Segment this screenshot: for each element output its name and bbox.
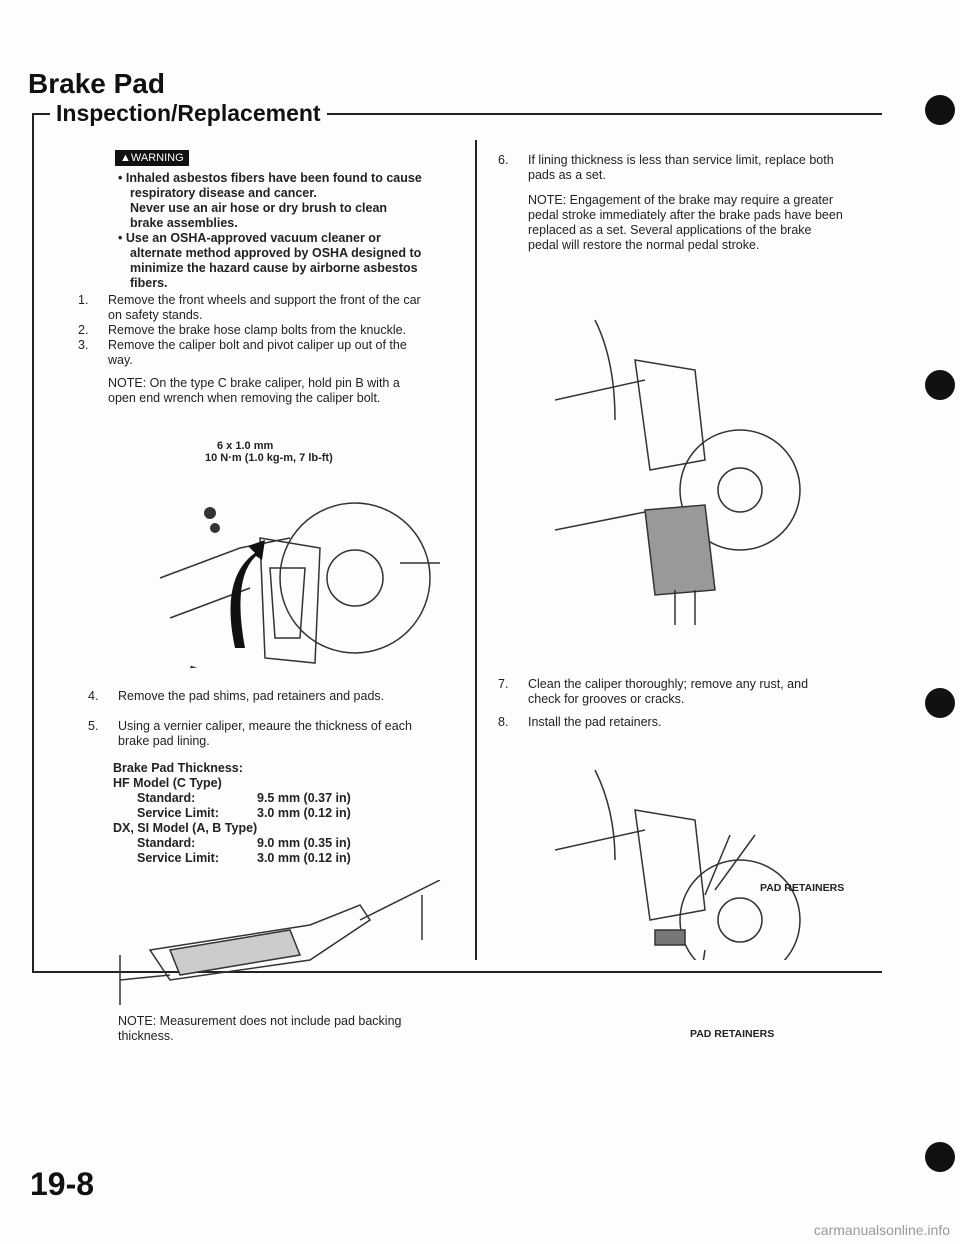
- brake-pad-measurement-illustration: [110, 880, 460, 1010]
- right-column-top: [498, 153, 843, 253]
- margin-tab-mark: [925, 688, 955, 718]
- note-step-6: NOTE: Engagement of the brake may require a greater pedal stroke immediately after the brake pads have been replaced as a set. Several applications of the brake pedal will restore the normal pedal stroke.: [528, 193, 843, 252]
- step-5: 5. Using a vernier caliper, meaure the thickness of each brake pad lining.: [88, 719, 412, 748]
- step-7: 7. Clean the caliper thoroughly; remove any rust, and check for grooves or cracks.: [498, 677, 809, 706]
- note-step-3: NOTE: On the type C brake caliper, hold pin B with a open end wrench when removing the caliper bolt.: [108, 376, 400, 405]
- pad-retainers-illustration: [555, 760, 815, 960]
- step-6: 6. If lining thickness is less than service limit, replace both pads as a set.: [498, 153, 834, 182]
- section-title: Inspection/Replacement: [50, 100, 327, 127]
- watermark: carmanualsonline.info: [813, 1222, 950, 1238]
- spec-table-hf: Standard: 9.5 mm (0.37 in) Service Limit: 3.0 mm (0.12 in): [137, 791, 351, 820]
- left-column-top: [78, 148, 423, 406]
- step-1: 1. Remove the front wheels and support the front of the car on safety stands.: [78, 293, 421, 322]
- step-4: 4. Remove the pad shims, pad retainers and pads.: [88, 689, 385, 703]
- margin-tab-mark: [925, 1142, 955, 1172]
- margin-tab-mark: [925, 95, 955, 125]
- page-title: Brake Pad: [28, 68, 165, 99]
- right-column-middle: [498, 677, 843, 730]
- caliper-pad-illustration: [555, 300, 815, 630]
- step-2: 2. Remove the brake hose clamp bolts from the knuckle.: [78, 323, 407, 337]
- pivot-arrow-icon: [231, 540, 266, 648]
- spec-heading: Brake Pad Thickness:: [113, 761, 243, 775]
- pad-retainers-label-top: PAD RETAINERS: [760, 882, 845, 894]
- spec-table-dx-si: Standard: 9.0 mm (0.35 in) Service Limit: 3.0 mm (0.12 in): [137, 836, 351, 865]
- thickness-spec: [113, 761, 423, 866]
- left-column-bottom: [88, 689, 423, 866]
- caliper-pivot-illustration: [140, 468, 440, 668]
- model-name: DX, SI Model (A, B Type): [113, 821, 258, 835]
- page-number: 19-8: [30, 1166, 95, 1202]
- step-8: 8. Install the pad retainers.: [498, 715, 662, 729]
- column-divider: [475, 140, 477, 960]
- warning-badge: ▲WARNING: [115, 148, 423, 166]
- margin-tab-mark: [925, 370, 955, 400]
- step-3: 3. Remove the caliper bolt and pivot caliper up out of the way.: [78, 338, 407, 367]
- model-name: HF Model (C Type): [113, 776, 222, 790]
- note-step-5: NOTE: Measurement does not include pad backing thickness.: [118, 1014, 402, 1043]
- frame-left: [32, 113, 34, 973]
- pad-retainers-label-bottom: PAD RETAINERS: [690, 1028, 775, 1040]
- warning-text: • Inhaled asbestos fibers have been found to cause respiratory disease and cancer. Never use an air hose or dry brush to clean brake assemblies. • Use an OSHA-approved vacuum cleaner or alternate method approved by OSHA designed to minimize the hazard cause by airborne asbestos fibers.: [118, 171, 422, 290]
- torque-spec: 6 x 1.0 mm 10 N·m (1.0 kg-m, 7 lb-ft): [205, 440, 333, 464]
